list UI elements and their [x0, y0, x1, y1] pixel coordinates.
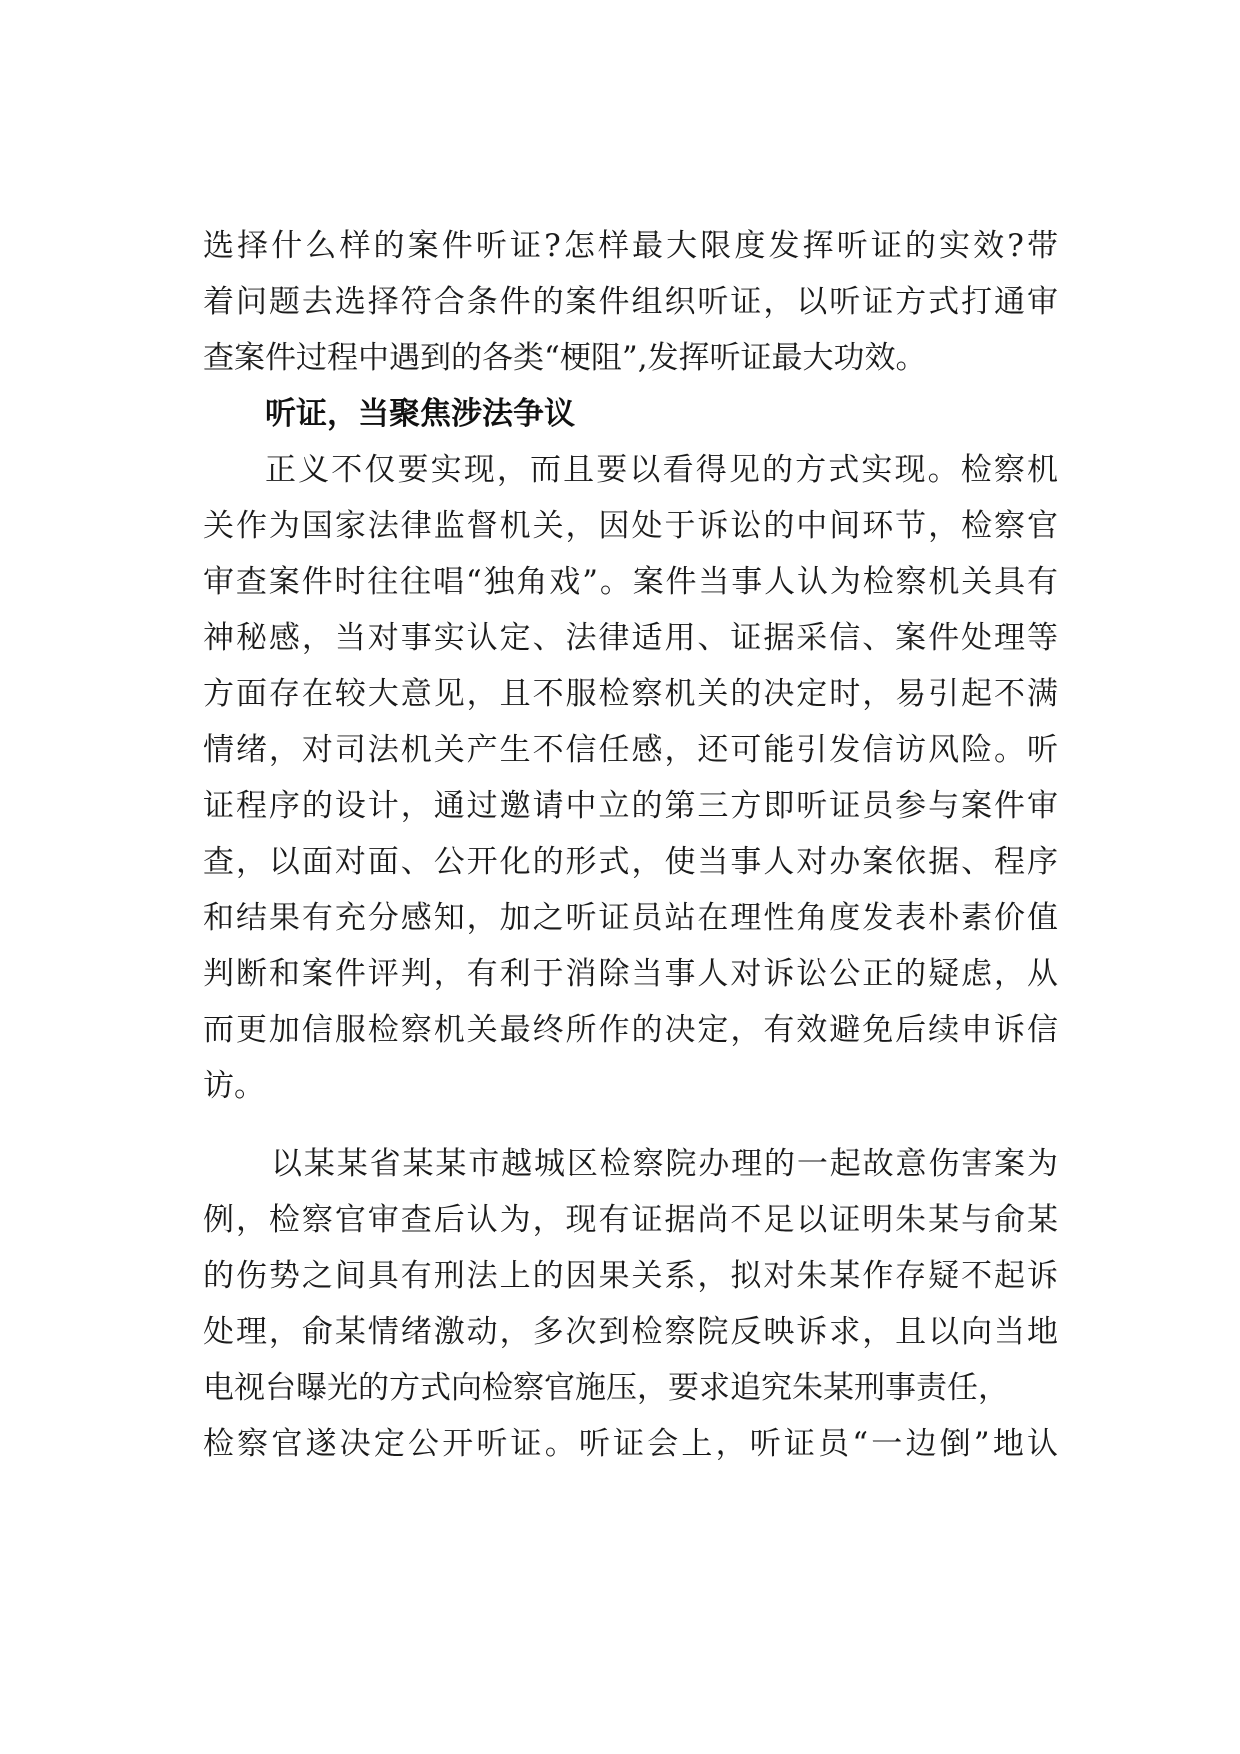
p2-line-4: 处理，俞某情绪激动，多次到检察院反映诉求，且以向当地	[203, 1314, 1058, 1350]
p2-line-1: 以某某省某某市越城区检察院办理的一起故意伤害案为	[271, 1146, 1058, 1182]
paragraph-gap	[203, 1114, 1058, 1136]
p1-line-10: 判断和案件评判，有利于消除当事人对诉讼公正的疑虑，从	[203, 956, 1058, 992]
p1-line-1: 正义不仅要实现，而且要以看得见的方式实现。检察机	[265, 452, 1058, 488]
p1-line-2: 关作为国家法律监督机关，因处于诉讼的中间环节，检察官	[203, 508, 1058, 544]
p1-line-5: 方面存在较大意见，且不服检察机关的决定时，易引起不满	[203, 676, 1058, 712]
intro-line-2: 着问题去选择符合条件的案件组织听证，以听证方式打通审	[203, 284, 1058, 320]
intro-paragraph	[203, 218, 1058, 386]
document-page	[203, 218, 1058, 1472]
p2-line-6: 检察官遂决定公开听证。听证会上，听证员“一边倒”地认	[203, 1426, 1058, 1462]
p1-line-3: 审查案件时往往唱“独角戏”。案件当事人认为检察机关具有	[203, 564, 1058, 600]
p1-line-8: 查，以面对面、公开化的形式，使当事人对办案依据、程序	[203, 844, 1058, 880]
intro-line-3: 查案件过程中遇到的各类“梗阻”,发挥听证最大功效。	[203, 340, 927, 376]
p2-line-3: 的伤势之间具有刑法上的因果关系，拟对朱某作存疑不起诉	[203, 1258, 1058, 1294]
intro-line-1: 选择什么样的案件听证?怎样最大限度发挥听证的实效?带	[203, 228, 1058, 264]
p1-line-11: 而更加信服检察机关最终所作的决定，有效避免后续申诉信	[203, 1012, 1058, 1048]
body-paragraph-2	[203, 1136, 1058, 1472]
section-heading: 听证，当聚焦涉法争议	[265, 396, 575, 432]
p1-line-7: 证程序的设计，通过邀请中立的第三方即听证员参与案件审	[203, 788, 1058, 824]
p1-line-4: 神秘感，当对事实认定、法律适用、证据采信、案件处理等	[203, 620, 1058, 656]
p2-line-5: 电视台曝光的方式向检察官施压，要求追究朱某刑事责任，	[203, 1370, 1009, 1406]
body-paragraph-1	[203, 442, 1058, 1114]
p1-line-6: 情绪，对司法机关产生不信任感，还可能引发信访风险。听	[203, 732, 1058, 768]
p1-line-9: 和结果有充分感知，加之听证员站在理性角度发表朴素价值	[203, 900, 1058, 936]
p2-line-2: 例，检察官审查后认为，现有证据尚不足以证明朱某与俞某	[203, 1202, 1058, 1238]
p1-line-12: 访。	[203, 1068, 265, 1104]
